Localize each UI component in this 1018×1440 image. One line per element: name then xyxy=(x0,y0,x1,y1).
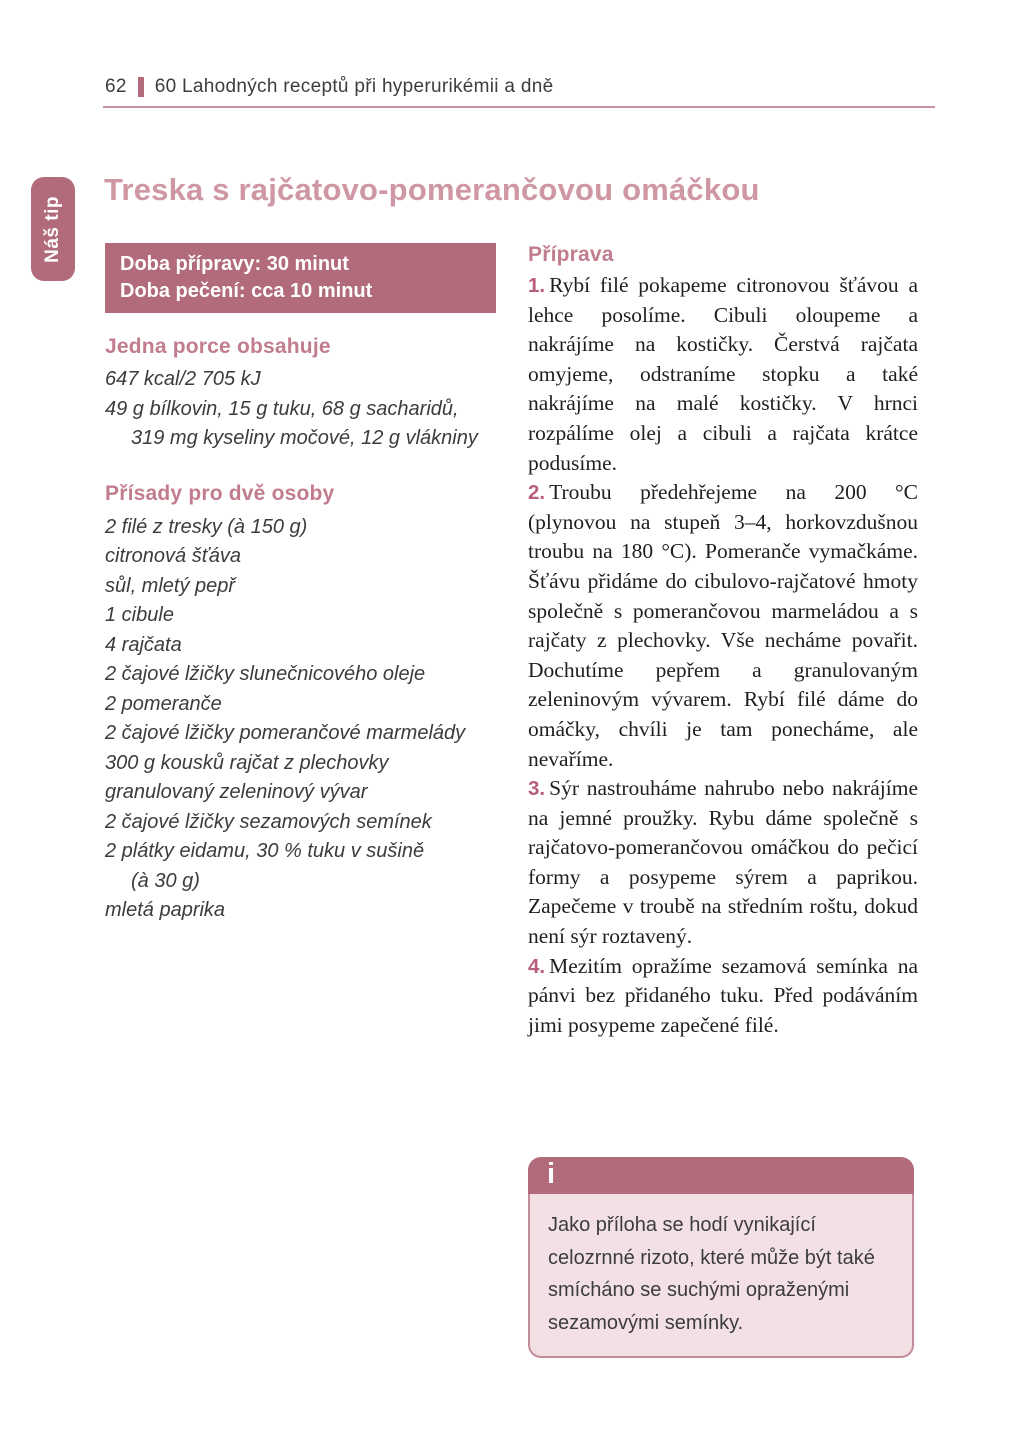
ingredient-item: 2 čajové lžičky pomerančové marmelády xyxy=(105,722,466,744)
bake-time: Doba pečení: cca 10 minut xyxy=(120,280,373,302)
ingredient-item: 1 cibule xyxy=(105,604,174,626)
ingredient-item: mletá paprika xyxy=(105,899,226,921)
ingredient-item: 2 filé z tresky (à 150 g) xyxy=(105,515,308,538)
ingredient-item: 2 čajové lžičky sezamových semínek xyxy=(105,810,432,833)
side-tab xyxy=(31,177,75,281)
nutrition-line: 647 kcal/2 705 kJ xyxy=(105,368,261,390)
ingredient-item: 4 rajčata xyxy=(105,633,182,656)
recipe-title: Treska s rajčatovo-pomerančovou omáčkou xyxy=(104,172,760,207)
ingredient-item: 2 plátky eidamu, 30 % tuku v sušině xyxy=(105,840,425,862)
header-divider-bar xyxy=(138,77,144,97)
step-text: Rybí filé pokapeme citronovou šťávou a lehce posolíme. Cibuli oloupeme a nakrájíme na kostičky. Čerstvá rajčata omyjeme, odstraníme stopku a také nakrájíme na malé kostičky. V hrnci rozpálíme olej a cibuli a rajčata krátce podusíme. xyxy=(528,273,918,475)
step-text: Mezitím opražíme sezamová semínka na pánvi bez přidaného tuku. Před podáváním jimi posypeme zapečené filé. xyxy=(528,953,918,1037)
nutrition-line: 319 mg kyseliny močové, 12 g vlákniny xyxy=(131,427,478,449)
step-number: 3. xyxy=(528,777,546,801)
step-number: 2. xyxy=(528,481,546,505)
ingredient-item: 300 g kousků rajčat z plechovky xyxy=(105,751,389,774)
time-box xyxy=(105,243,496,313)
preparation-step xyxy=(528,952,918,1041)
ingredient-item: citronová šťáva xyxy=(105,545,242,567)
ingredient-list xyxy=(105,513,505,926)
step-number: 1. xyxy=(528,274,546,297)
ingredients-heading: Přísady pro dvě osoby xyxy=(105,481,335,505)
info-icon: i xyxy=(547,1158,556,1190)
tip-box-text: Jako příloha se hodí vynikající celozrnné rizoto, které může být také smícháno se suchými opraženými sezamovými semínky. xyxy=(528,1194,914,1358)
nutrition-heading: Jedna porce obsahuje xyxy=(105,335,331,358)
header-rule xyxy=(103,106,935,108)
prep-time: Doba přípravy: 30 minut xyxy=(120,253,349,275)
right-column xyxy=(528,243,918,1040)
running-header xyxy=(105,76,553,98)
ingredients-block xyxy=(105,482,505,926)
preparation-step xyxy=(528,478,918,774)
ingredient-item: granulovaný zeleninový vývar xyxy=(105,781,368,803)
side-tab-label: Náš tip xyxy=(42,195,63,263)
preparation-step xyxy=(528,774,918,952)
ingredient-item: 2 pomeranče xyxy=(105,692,222,715)
step-text: Sýr nastrouháme nahrubo nebo nakrájíme na jemné proužky. Rybu dáme společně s rajčatovo-pomerančovou omáčkou do pečicí formy a posypeme sýrem a paprikou. Zapečeme v troubě na středním roštu, dokud není sýr roztavený. xyxy=(528,776,918,949)
tip-box xyxy=(528,1157,914,1358)
nutrition-line: 49 g bílkovin, 15 g tuku, 68 g sacharidů, xyxy=(105,397,459,420)
tip-box-header xyxy=(528,1157,914,1194)
chapter-title: 60 Lahodných receptů při hyperurikémii a dně xyxy=(154,76,554,97)
nutrition-lines xyxy=(105,365,505,454)
step-number: 4. xyxy=(528,954,546,978)
preparation-heading: Příprava xyxy=(528,243,614,266)
preparation-step xyxy=(528,271,918,478)
ingredient-item: 2 čajové lžičky slunečnicového oleje xyxy=(105,663,426,685)
ingredient-item: (à 30 g) xyxy=(131,869,200,892)
left-column xyxy=(105,335,505,926)
ingredient-item: sůl, mletý pepř xyxy=(105,574,236,597)
step-text: Troubu předehřejeme na 200 °C (plynovou na stupeň 3–4, horkovzdušnou troubu na 180 °C). Pomeranče vymačkáme. Šťávu přidáme do cibulovo-rajčatové hmoty společně s pomerančovou marmeládou a s rajčaty z plechovky. Vše necháme povařit. Dochutíme pepřem a granulovaným zeleninovým vývarem. Rybí filé dáme do omáčky, chvíli je tam ponecháme, ale nevaříme. xyxy=(528,480,918,771)
page-number: 62 xyxy=(105,76,127,97)
